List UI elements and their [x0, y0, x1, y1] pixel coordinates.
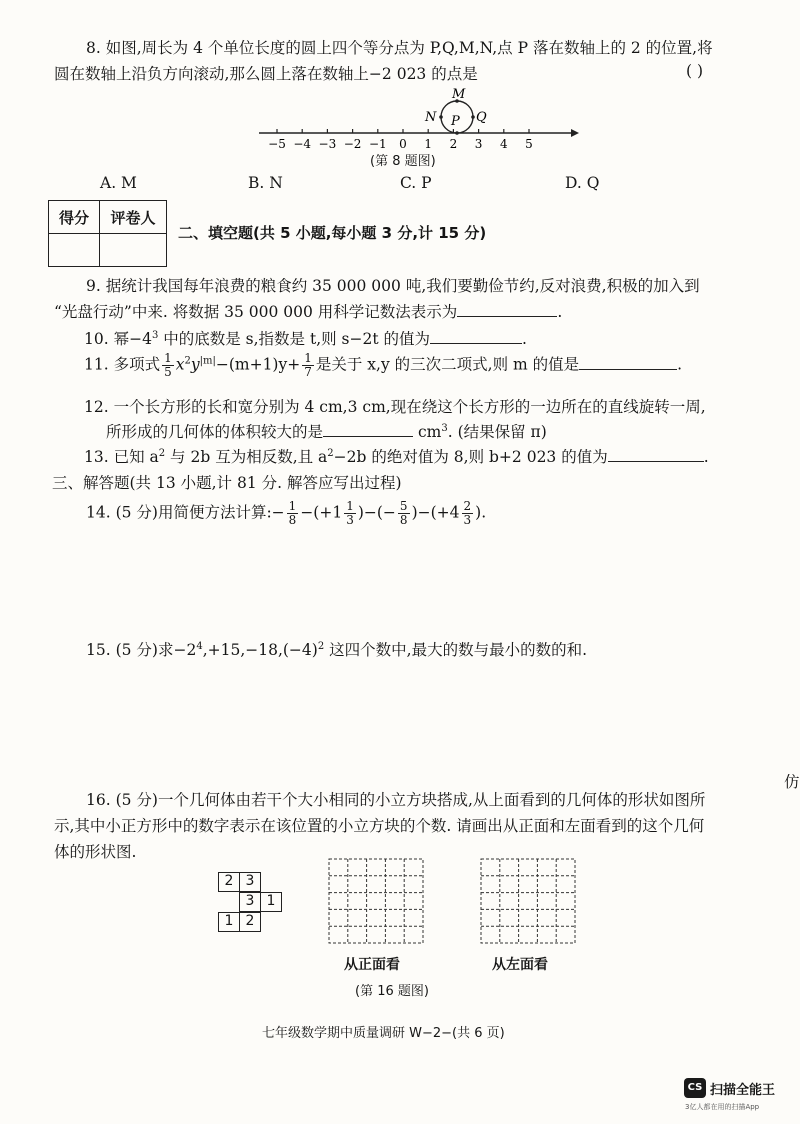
point-q-label: Q	[476, 110, 487, 125]
q9-line2: “光盘行动”中来. 将数据 35 000 000 用科学记数法表示为 .	[54, 303, 563, 321]
q13-answer-blank[interactable]	[608, 447, 704, 462]
score-cell[interactable]	[49, 234, 100, 267]
scanner-tagline: 3亿人都在用的扫描App	[685, 1103, 760, 1111]
axis-tick-label: −3	[318, 137, 337, 151]
axis-tick-label: −5	[268, 137, 286, 151]
q12-line2: 所形成的几何体的体积较大的是 $cm^3$. (结果保留 π)	[106, 423, 547, 441]
left-view-answer-grid[interactable]	[480, 858, 576, 944]
top-view-cell: 1	[260, 892, 282, 912]
top-view-cell: 2	[218, 872, 240, 892]
q15: 15. (5 分)求$-2^4,+15,-18,(-4)^2$ 这四个数中,最大的数与最小的数的和.	[86, 641, 588, 659]
section3-title: 三、解答题(共 13 小题,计 81 分. 解答应写出过程)	[52, 474, 402, 492]
scanner-app-name: 扫描全能王	[710, 1083, 776, 1098]
q10: 10. 幂$-4^3$ 中的底数是 s,指数是 t,则 s−2t 的值为 .	[84, 330, 527, 348]
q13: 13. 已知 $a^2$ 与 2b 互为相反数,且 $a^2-2b$ 的绝对值为 8,则 b+2 023 的值为 .	[84, 448, 709, 466]
top-view-cell: 1	[218, 912, 240, 932]
axis-tick-label: −4	[293, 137, 312, 151]
front-view-label: 从正面看	[344, 957, 400, 973]
q11: 11. 多项式 $\frac{1}{5}$ $x^2y^{|m|}-(m+1)y+$ $\frac{1}{7}$ 是关于 x,y 的三次二项式,则 m 的值是 .	[84, 351, 683, 379]
q8-option-b: B. N	[248, 174, 283, 192]
scanner-logo-icon: CS	[684, 1078, 706, 1098]
axis-tick-label: 5	[525, 137, 533, 151]
q12-line1: 12. 一个长方形的长和宽分别为 4 cm,3 cm,现在绕这个长方形的一边所在的直线旋转一周,	[84, 398, 706, 416]
q8-line2: 圆在数轴上沿负方向滚动,那么圆上落在数轴上−2 023 的点是	[54, 65, 478, 83]
page-footer: 七年级数学期中质量调研 W−2−(共 6 页)	[262, 1026, 505, 1041]
axis-tick-label: −2	[343, 137, 362, 151]
top-view-cell: 2	[239, 912, 261, 932]
axis-tick-label: 2	[449, 137, 458, 151]
point-m-label: M	[452, 87, 466, 102]
q16-figure-caption: (第 16 题图)	[355, 984, 429, 999]
axis-arrow	[571, 129, 579, 137]
axis-tick-label: 1	[424, 137, 433, 151]
q12-answer-blank[interactable]	[323, 422, 413, 437]
score-box	[48, 200, 167, 267]
q11-answer-blank[interactable]	[579, 355, 677, 370]
axis-tick-label: 0	[399, 137, 407, 151]
grader-cell[interactable]	[100, 234, 167, 267]
grader-label: 评卷人	[100, 201, 167, 234]
q11-fraction-1: $\frac{1}{5}$	[164, 351, 172, 379]
point-n-label: N	[425, 110, 437, 125]
q9-answer-blank[interactable]	[457, 302, 557, 317]
q16-line2: 示,其中小正方形中的数字表示在该位置的小立方块的个数. 请画出从正面和左面看到的这个几何	[54, 817, 705, 835]
q8-answer-paren: ( )	[686, 62, 704, 80]
top-view-cell: 3	[239, 892, 261, 912]
q11-fraction-2: $\frac{1}{7}$	[304, 351, 312, 379]
top-view-cell: 3	[239, 872, 261, 892]
q8-option-d: D. Q	[565, 174, 600, 192]
front-view-answer-grid[interactable]	[328, 858, 424, 944]
left-view-label: 从左面看	[492, 957, 548, 973]
q16-line3: 体的形状图.	[54, 843, 137, 861]
section2-title: 二、填空题(共 5 小题,每小题 3 分,计 15 分)	[178, 224, 487, 242]
axis-tick-label: 3	[474, 137, 483, 151]
q8-figure-caption: (第 8 题图)	[370, 154, 436, 169]
point-p-label: P	[451, 114, 460, 129]
q16-line1: 16. (5 分)一个几何体由若干个大小相同的小立方块搭成,从上面看到的几何体的形状如图所	[86, 791, 706, 809]
score-label: 得分	[49, 201, 100, 234]
axis-tick-label: 4	[499, 137, 508, 151]
q8-option-a: A. M	[100, 174, 137, 192]
q8-option-c: C. P	[400, 174, 432, 192]
axis-tick-label: −1	[368, 137, 387, 151]
q9-line1: 9. 据统计我国每年浪费的粮食约 35 000 000 吨,我们要勤俭节约,反对浪费,积极的加入到	[86, 277, 700, 295]
margin-fragment: 仿	[784, 773, 800, 791]
q8-line1: 8. 如图,周长为 4 个单位长度的圆上四个等分点为 P,Q,M,N,点 P 落在数轴上的 2 的位置,将	[86, 39, 713, 57]
q10-answer-blank[interactable]	[430, 329, 522, 344]
q14: 14. (5 分)用简便方法计算:− $\frac{1}{8}$ −(+1 $\frac{1}{3}$ )−(− $\frac{5}{8}$ )−(+4 $\frac{2}{3}$ ).	[86, 499, 487, 527]
